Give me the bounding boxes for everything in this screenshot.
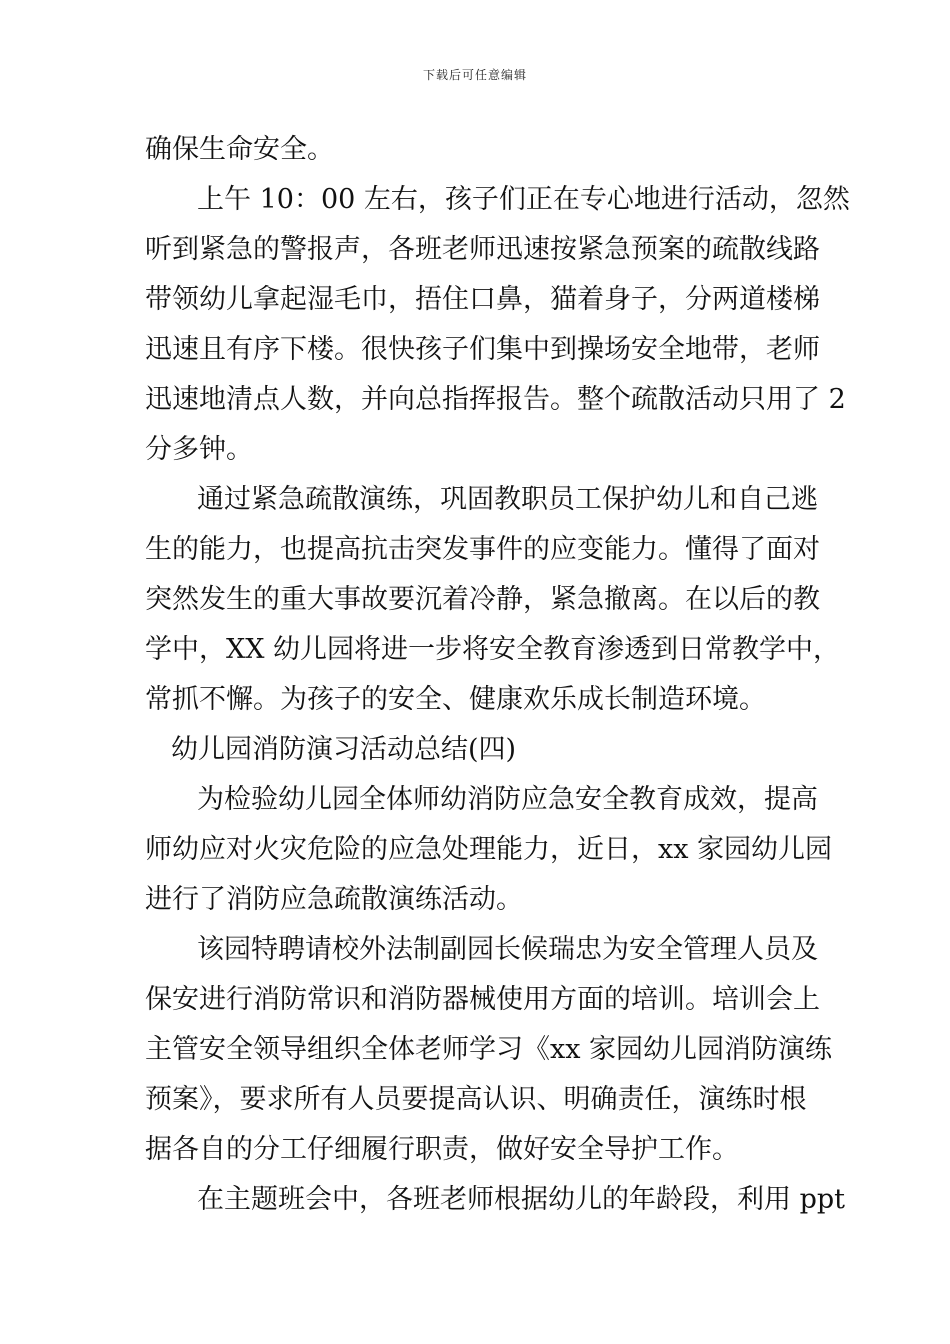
text-line: 为检验幼儿园全体师幼消防应急安全教育成效，提高	[197, 784, 818, 815]
text-line: 师幼应对火灾危险的应急处理能力，近日，xx 家园幼儿园	[145, 834, 833, 865]
text-line: 进行了消防应急疏散演练活动。	[145, 884, 523, 915]
text-line: 保安进行消防常识和消防器械使用方面的培训。培训会上	[145, 984, 820, 1015]
text-line: 分多钟。	[145, 434, 253, 465]
text-line: 带领幼儿拿起湿毛巾，捂住口鼻，猫着身子，分两道楼梯	[145, 284, 820, 315]
text-line: 预案》，要求所有人员要提高认识、明确责任，演练时根	[145, 1084, 807, 1115]
text-line: 迅速且有序下楼。很快孩子们集中到操场安全地带，老师	[145, 334, 820, 365]
section-heading: 幼儿园消防演习活动总结(四)	[171, 734, 517, 765]
text-line: 迅速地清点人数，并向总指挥报告。整个疏散活动只用了 2	[145, 384, 846, 415]
text-line: 学中，XX 幼儿园将进一步将安全教育渗透到日常教学中，	[145, 634, 841, 665]
text-line: 听到紧急的警报声，各班老师迅速按紧急预案的疏散线路	[145, 234, 820, 265]
text-line: 上午 10：00 左右，孩子们正在专心地进行活动，忽然	[197, 184, 850, 215]
page-header-note: 下载后可任意编辑	[422, 68, 527, 82]
text-line: 该园特聘请校外法制副园长候瑞忠为安全管理人员及	[197, 934, 818, 965]
text-line: 生的能力，也提高抗击突发事件的应变能力。懂得了面对	[145, 534, 820, 565]
text-line: 主管安全领导组织全体老师学习《xx 家园幼儿园消防演练	[145, 1034, 833, 1065]
text-line: 突然发生的重大事故要沉着冷静，紧急撤离。在以后的教	[145, 584, 820, 615]
text-line: 通过紧急疏散演练，巩固教职员工保护幼儿和自己逃	[197, 484, 818, 515]
text-line: 在主题班会中，各班老师根据幼儿的年龄段，利用 ppt	[197, 1184, 845, 1215]
text-line: 确保生命安全。	[145, 134, 334, 165]
text-line: 据各自的分工仔细履行职责，做好安全导护工作。	[145, 1134, 739, 1165]
text-line: 常抓不懈。为孩子的安全、健康欢乐成长制造环境。	[145, 684, 766, 715]
